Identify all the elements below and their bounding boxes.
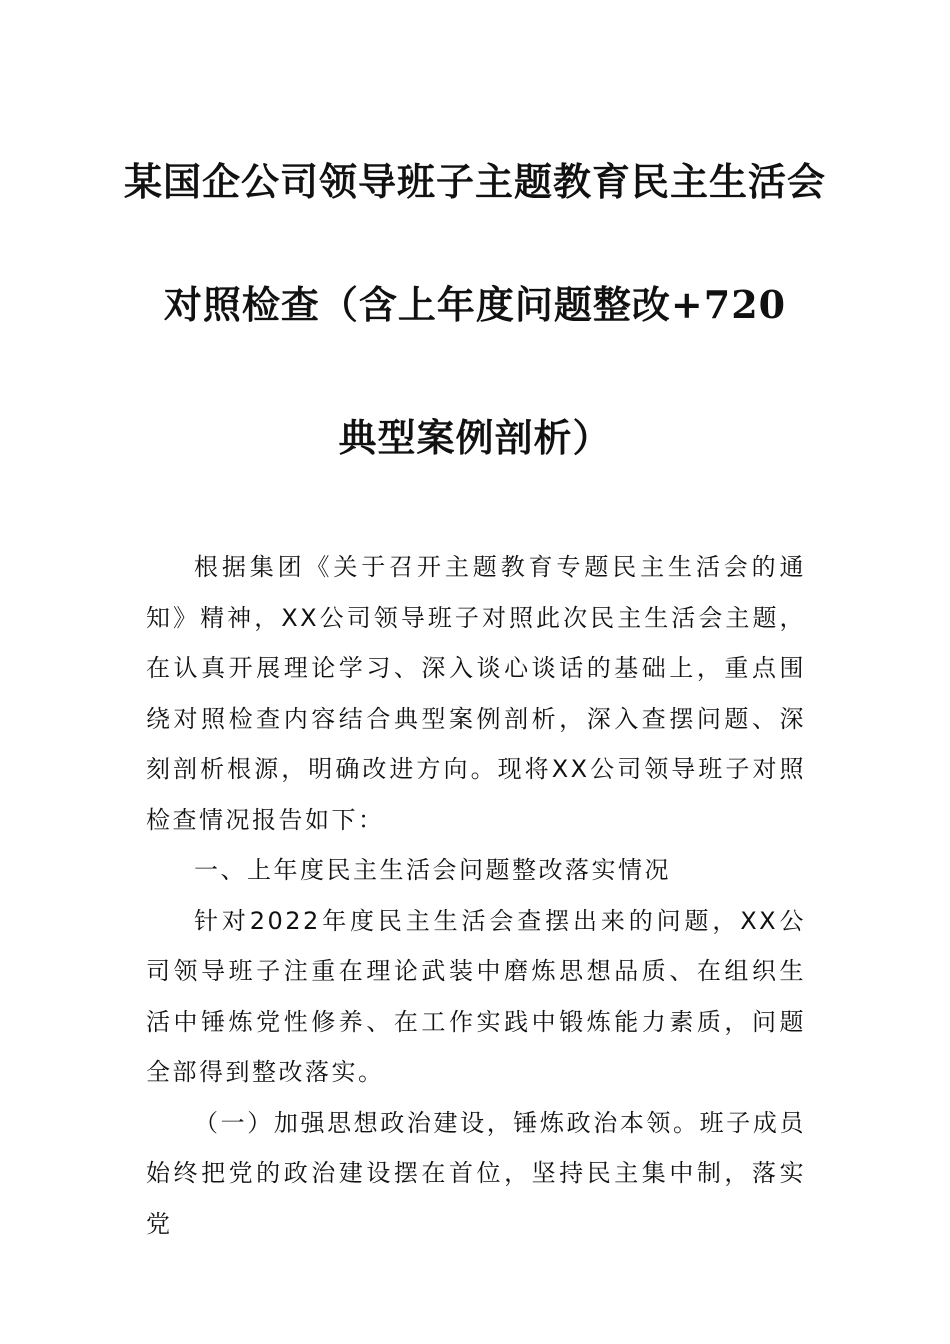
document-title-line-3: 典型案例剖析） bbox=[338, 415, 612, 460]
document-title-line-1: 某国企公司领导班子主题教育民主生活会 bbox=[123, 159, 826, 204]
rectification-paragraph: 针对2022年度民主生活会查摆出来的问题，XX公司领导班子注重在理论武装中磨炼思想品质、在组织生活中锤炼党性修养、在工作实践中锻炼能力素质，问题全部得到整改落实。 bbox=[146, 906, 806, 1086]
document-title-line-2: 对照检查（含上年度问题整改+720 bbox=[163, 282, 787, 327]
document-body bbox=[146, 542, 806, 1249]
intro-paragraph: 根据集团《关于召开主题教育专题民主生活会的通知》精神，XX公司领导班子对照此次民主生活会主题，在认真开展理论学习、深入谈心谈话的基础上，重点围绕对照检查内容结合典型案例剖析，深入查摆问题、深刻剖析根源，明确改进方向。现将XX公司领导班子对照检查情况报告如下： bbox=[146, 553, 806, 834]
subsection-paragraph: （一）加强思想政治建设，锤炼政治本领。班子成员始终把党的政治建设摆在首位，坚持民主集中制，落实党 bbox=[146, 1108, 806, 1238]
section-heading: 一、上年度民主生活会问题整改落实情况 bbox=[194, 856, 671, 884]
